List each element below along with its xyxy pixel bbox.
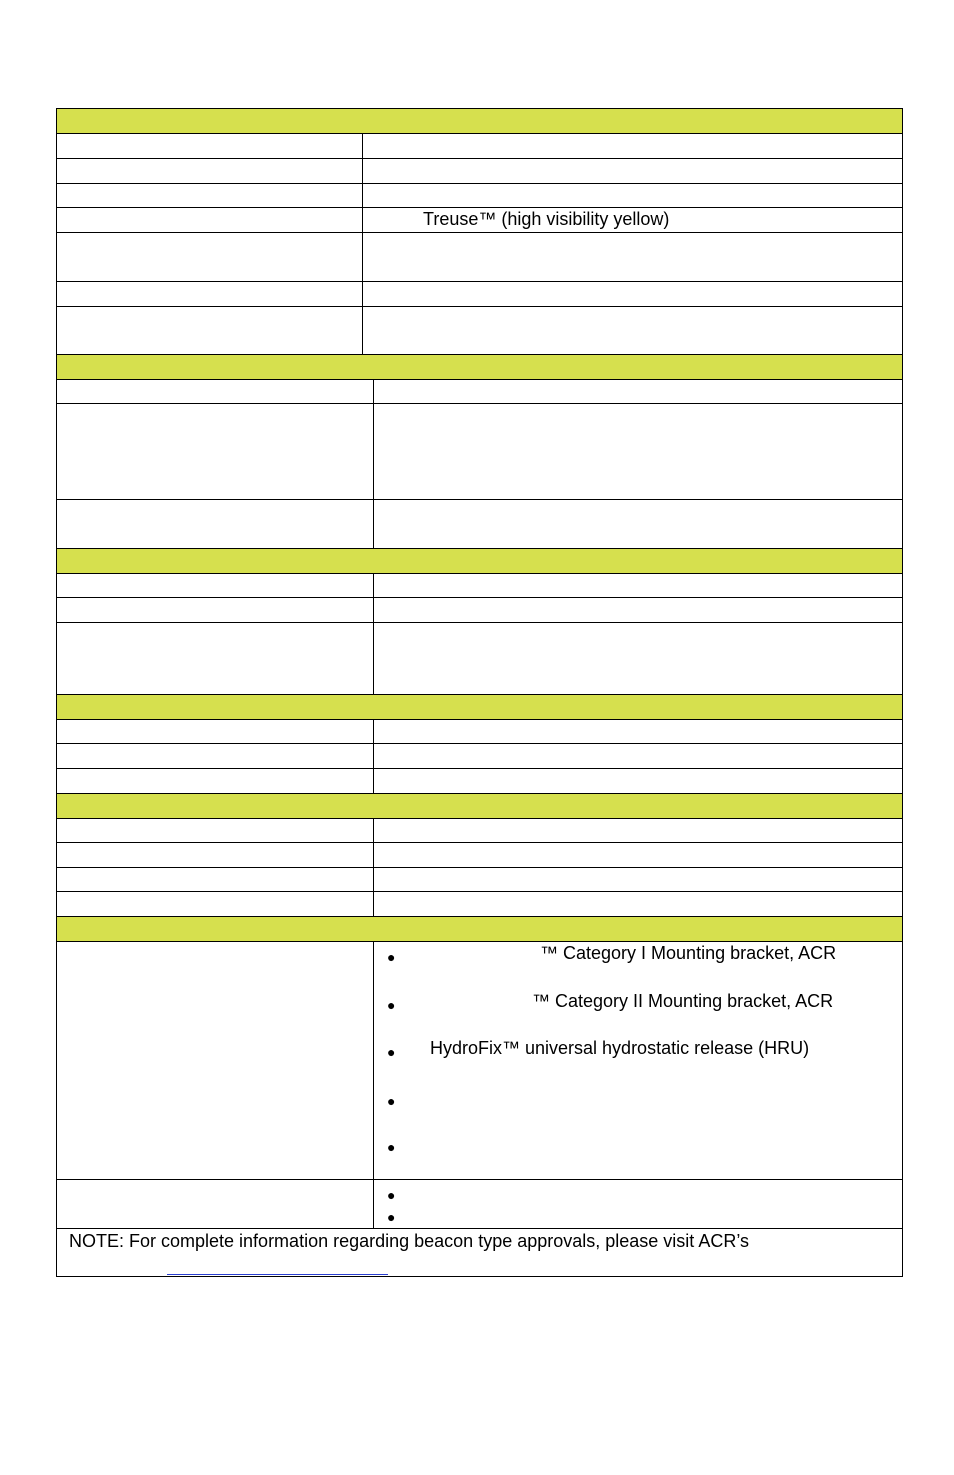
specification-table [56,108,903,1277]
table-row [57,282,902,307]
table-row [57,500,902,549]
table-row [57,574,902,598]
table-row [57,819,902,843]
section-header-2 [57,355,902,380]
accessory-item: ™ Category I Mounting bracket, ACR [540,943,837,963]
bullet-icon: ● [387,1209,396,1225]
bullet-icon: ● [387,1093,396,1109]
table-row [57,769,902,794]
section-header-3 [57,549,902,574]
website-link[interactable] [167,1274,388,1275]
table-row [57,744,902,769]
note-row [57,1229,902,1276]
bullet-icon: ● [387,1044,396,1060]
note-text: NOTE: For complete information regarding beacon type approvals, please visit ACR’s [69,1231,749,1251]
table-row [57,380,902,404]
section-header-1 [57,109,902,134]
bullet-icon: ● [387,997,396,1013]
table-row [57,134,902,159]
table-row [57,892,902,917]
bullet-icon: ● [387,949,396,965]
table-row-accessories [57,942,902,1180]
accessory-item: ™ Category II Mounting bracket, ACR [532,991,834,1011]
table-row [57,184,902,208]
section-header-4 [57,695,902,720]
table-row [57,159,902,184]
section-header-5 [57,794,902,819]
table-row [57,720,902,744]
section-header-6 [57,917,902,942]
bullet-icon: ● [387,1187,396,1203]
bullet-icon: ● [387,1139,396,1155]
table-row-color [57,208,902,233]
table-row [57,623,902,695]
table-row [57,843,902,868]
table-row [57,233,902,282]
table-row [57,307,902,355]
table-row [57,404,902,500]
table-row [57,598,902,623]
table-row [57,868,902,892]
accessory-item: HydroFix™ universal hydrostatic release (HRU) [430,1038,810,1058]
accessories-list [374,942,902,1179]
table-row [57,1180,902,1229]
color-value: Treuse™ (high visibility yellow) [423,209,670,229]
